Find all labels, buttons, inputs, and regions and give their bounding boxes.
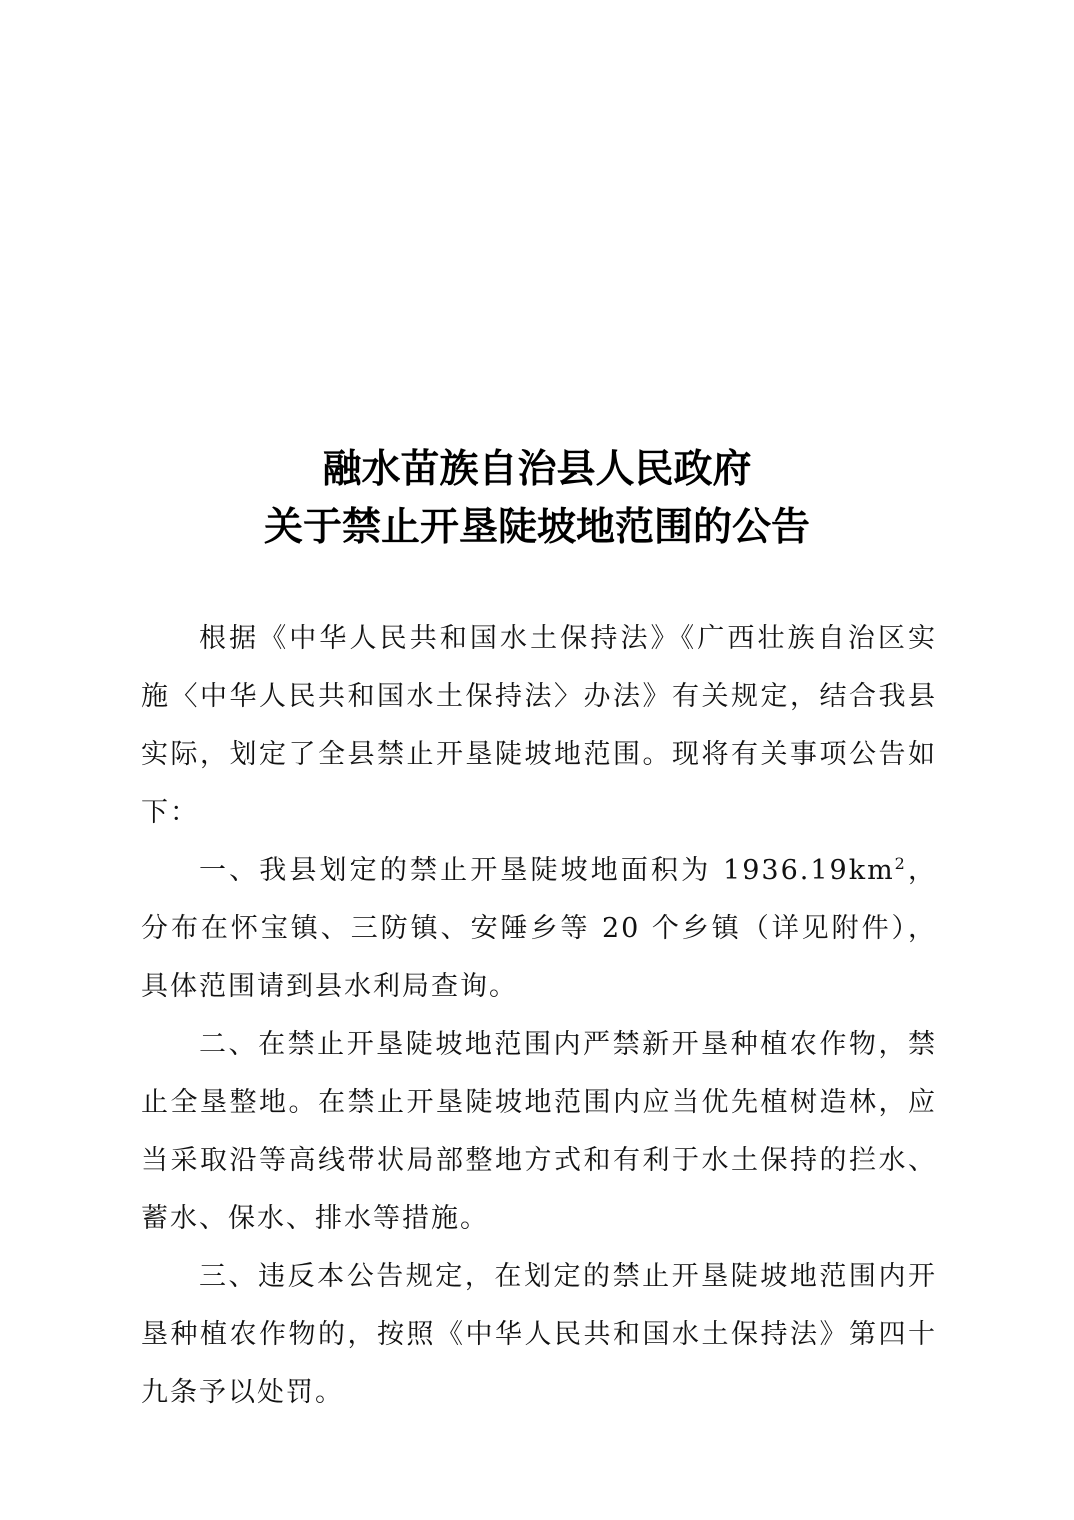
document-title — [0, 440, 1074, 556]
item-1-text-b: ，分布在怀宝镇、三防镇、安陲乡等 20 个乡镇（详见附件），具体范围请到县水利局查询。 — [141, 855, 937, 1002]
area-unit-superscript: 2 — [894, 854, 907, 873]
paragraph-item-1 — [141, 842, 937, 1016]
paragraph-item-2: 二、在禁止开垦陡坡地范围内严禁新开垦种植农作物，禁止全垦整地。在禁止开垦陡坡地范围内应当优先植树造林，应当采取沿等高线带状局部整地方式和有利于水土保持的拦水、蓄水、保水、排水等措施。 — [141, 1029, 937, 1234]
item-1-text-a: 一、我县划定的禁止开垦陡坡地面积为 1936.19km — [199, 855, 895, 886]
document-body — [141, 610, 937, 1422]
paragraph-intro: 根据《中华人民共和国水土保持法》《广西壮族自治区实施〈中华人民共和国水土保持法〉办法》有关规定，结合我县实际，划定了全县禁止开垦陡坡地范围。现将有关事项公告如下： — [141, 623, 937, 828]
title-line-1: 融水苗族自治县人民政府 — [322, 446, 752, 492]
title-line-2: 关于禁止开垦陡坡地范围的公告 — [263, 504, 810, 550]
paragraph-item-3: 三、违反本公告规定，在划定的禁止开垦陡坡地范围内开垦种植农作物的，按照《中华人民共和国水土保持法》第四十九条予以处罚。 — [141, 1261, 937, 1408]
